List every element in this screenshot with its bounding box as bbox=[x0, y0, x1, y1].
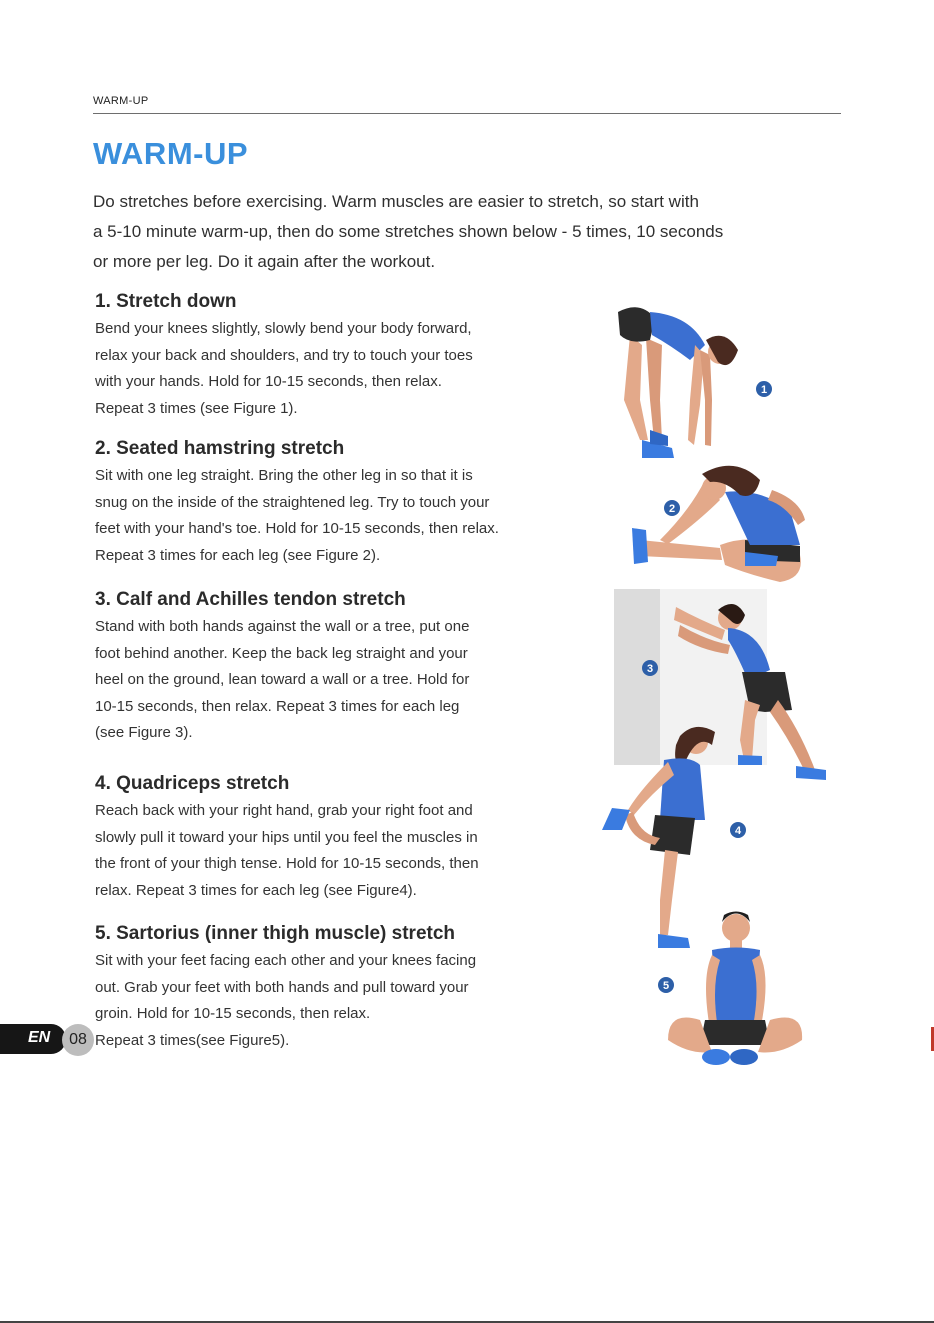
figure-number: 4 bbox=[734, 825, 742, 837]
section-text-line: foot behind another. Keep the back leg straight and your bbox=[95, 644, 468, 662]
section-text-line: out. Grab your feet with both hands and pull toward your bbox=[95, 978, 469, 996]
section-text-line: 10-15 seconds, then relax. Repeat 3 times for each leg bbox=[95, 697, 460, 715]
section-text-line: Sit with your feet facing each other and your knees facing bbox=[95, 952, 477, 969]
running-header: WARM-UP bbox=[93, 95, 149, 107]
section-text-line: slowly pull it toward your hips until you feel the muscles in bbox=[95, 828, 478, 846]
figure-number: 2 bbox=[668, 503, 676, 515]
section-text-line: Repeat 3 times for each leg (see Figure 2). bbox=[95, 546, 381, 564]
section-text-line: relax your back and shoulders, and try to touch your toes bbox=[95, 346, 473, 364]
section-text-line: the front of your thigh tense. Hold for 10-15 seconds, then bbox=[95, 855, 479, 872]
section-text-line: snug on the inside of the straightened leg. Try to touch your bbox=[95, 493, 490, 511]
section-text-line: (see Figure 3). bbox=[95, 724, 193, 741]
section-heading: 5. Sartorius (inner thigh muscle) stretch bbox=[95, 923, 456, 944]
section-heading: 3. Calf and Achilles tendon stretch bbox=[95, 589, 406, 610]
figure-badge bbox=[658, 977, 674, 993]
section-text-line: with your hands. Hold for 10-15 seconds, then relax. bbox=[95, 373, 442, 390]
page-number: 08 bbox=[62, 1024, 94, 1056]
figure-2-illustration bbox=[632, 466, 805, 582]
intro-line: or more per leg. Do it again after the workout. bbox=[93, 252, 436, 271]
section-heading: 4. Quadriceps stretch bbox=[95, 773, 290, 794]
page-title: WARM-UP bbox=[93, 136, 249, 171]
figure-badge bbox=[642, 660, 658, 676]
section-text-line: heel on the ground, lean toward a wall or a tree. Hold for bbox=[95, 671, 470, 688]
section-text-line: relax. Repeat 3 times for each leg (see Figure4). bbox=[95, 881, 417, 899]
figure-3-illustration bbox=[614, 589, 826, 780]
intro-line: Do stretches before exercising. Warm muscles are easier to stretch, so start with bbox=[93, 192, 699, 211]
figure-badge bbox=[756, 381, 772, 397]
section-heading: 2. Seated hamstring stretch bbox=[95, 438, 345, 459]
wall-shape bbox=[614, 589, 660, 765]
language-tab bbox=[0, 1024, 66, 1054]
figure-5-illustration bbox=[668, 912, 802, 1066]
figure-1-illustration bbox=[618, 307, 738, 458]
figure-number: 1 bbox=[760, 384, 768, 396]
figure-badge bbox=[664, 500, 680, 516]
figure-number: 3 bbox=[646, 663, 654, 675]
figure-number: 5 bbox=[662, 980, 670, 992]
section-text-line: feet with your hand's toe. Hold for 10-15 seconds, then relax. bbox=[95, 520, 499, 537]
section-text-line: Repeat 3 times (see Figure 1). bbox=[95, 399, 298, 417]
section-text-line: Reach back with your right hand, grab your right foot and bbox=[95, 802, 473, 819]
section-text-line: Repeat 3 times(see Figure5). bbox=[95, 1031, 290, 1049]
language-label: EN bbox=[28, 1029, 51, 1046]
section-heading: 1. Stretch down bbox=[95, 291, 237, 312]
figure-badge bbox=[730, 822, 746, 838]
section-text-line: Bend your knees slightly, slowly bend your body forward, bbox=[95, 320, 472, 337]
section-text-line: Sit with one leg straight. Bring the other leg in so that it is bbox=[95, 467, 473, 484]
section-text-line: Stand with both hands against the wall or a tree, put one bbox=[95, 618, 470, 635]
section-text-line: groin. Hold for 10-15 seconds, then relax. bbox=[95, 1005, 371, 1022]
intro-line: a 5-10 minute warm-up, then do some stretches shown below - 5 times, 10 seconds bbox=[93, 222, 724, 241]
